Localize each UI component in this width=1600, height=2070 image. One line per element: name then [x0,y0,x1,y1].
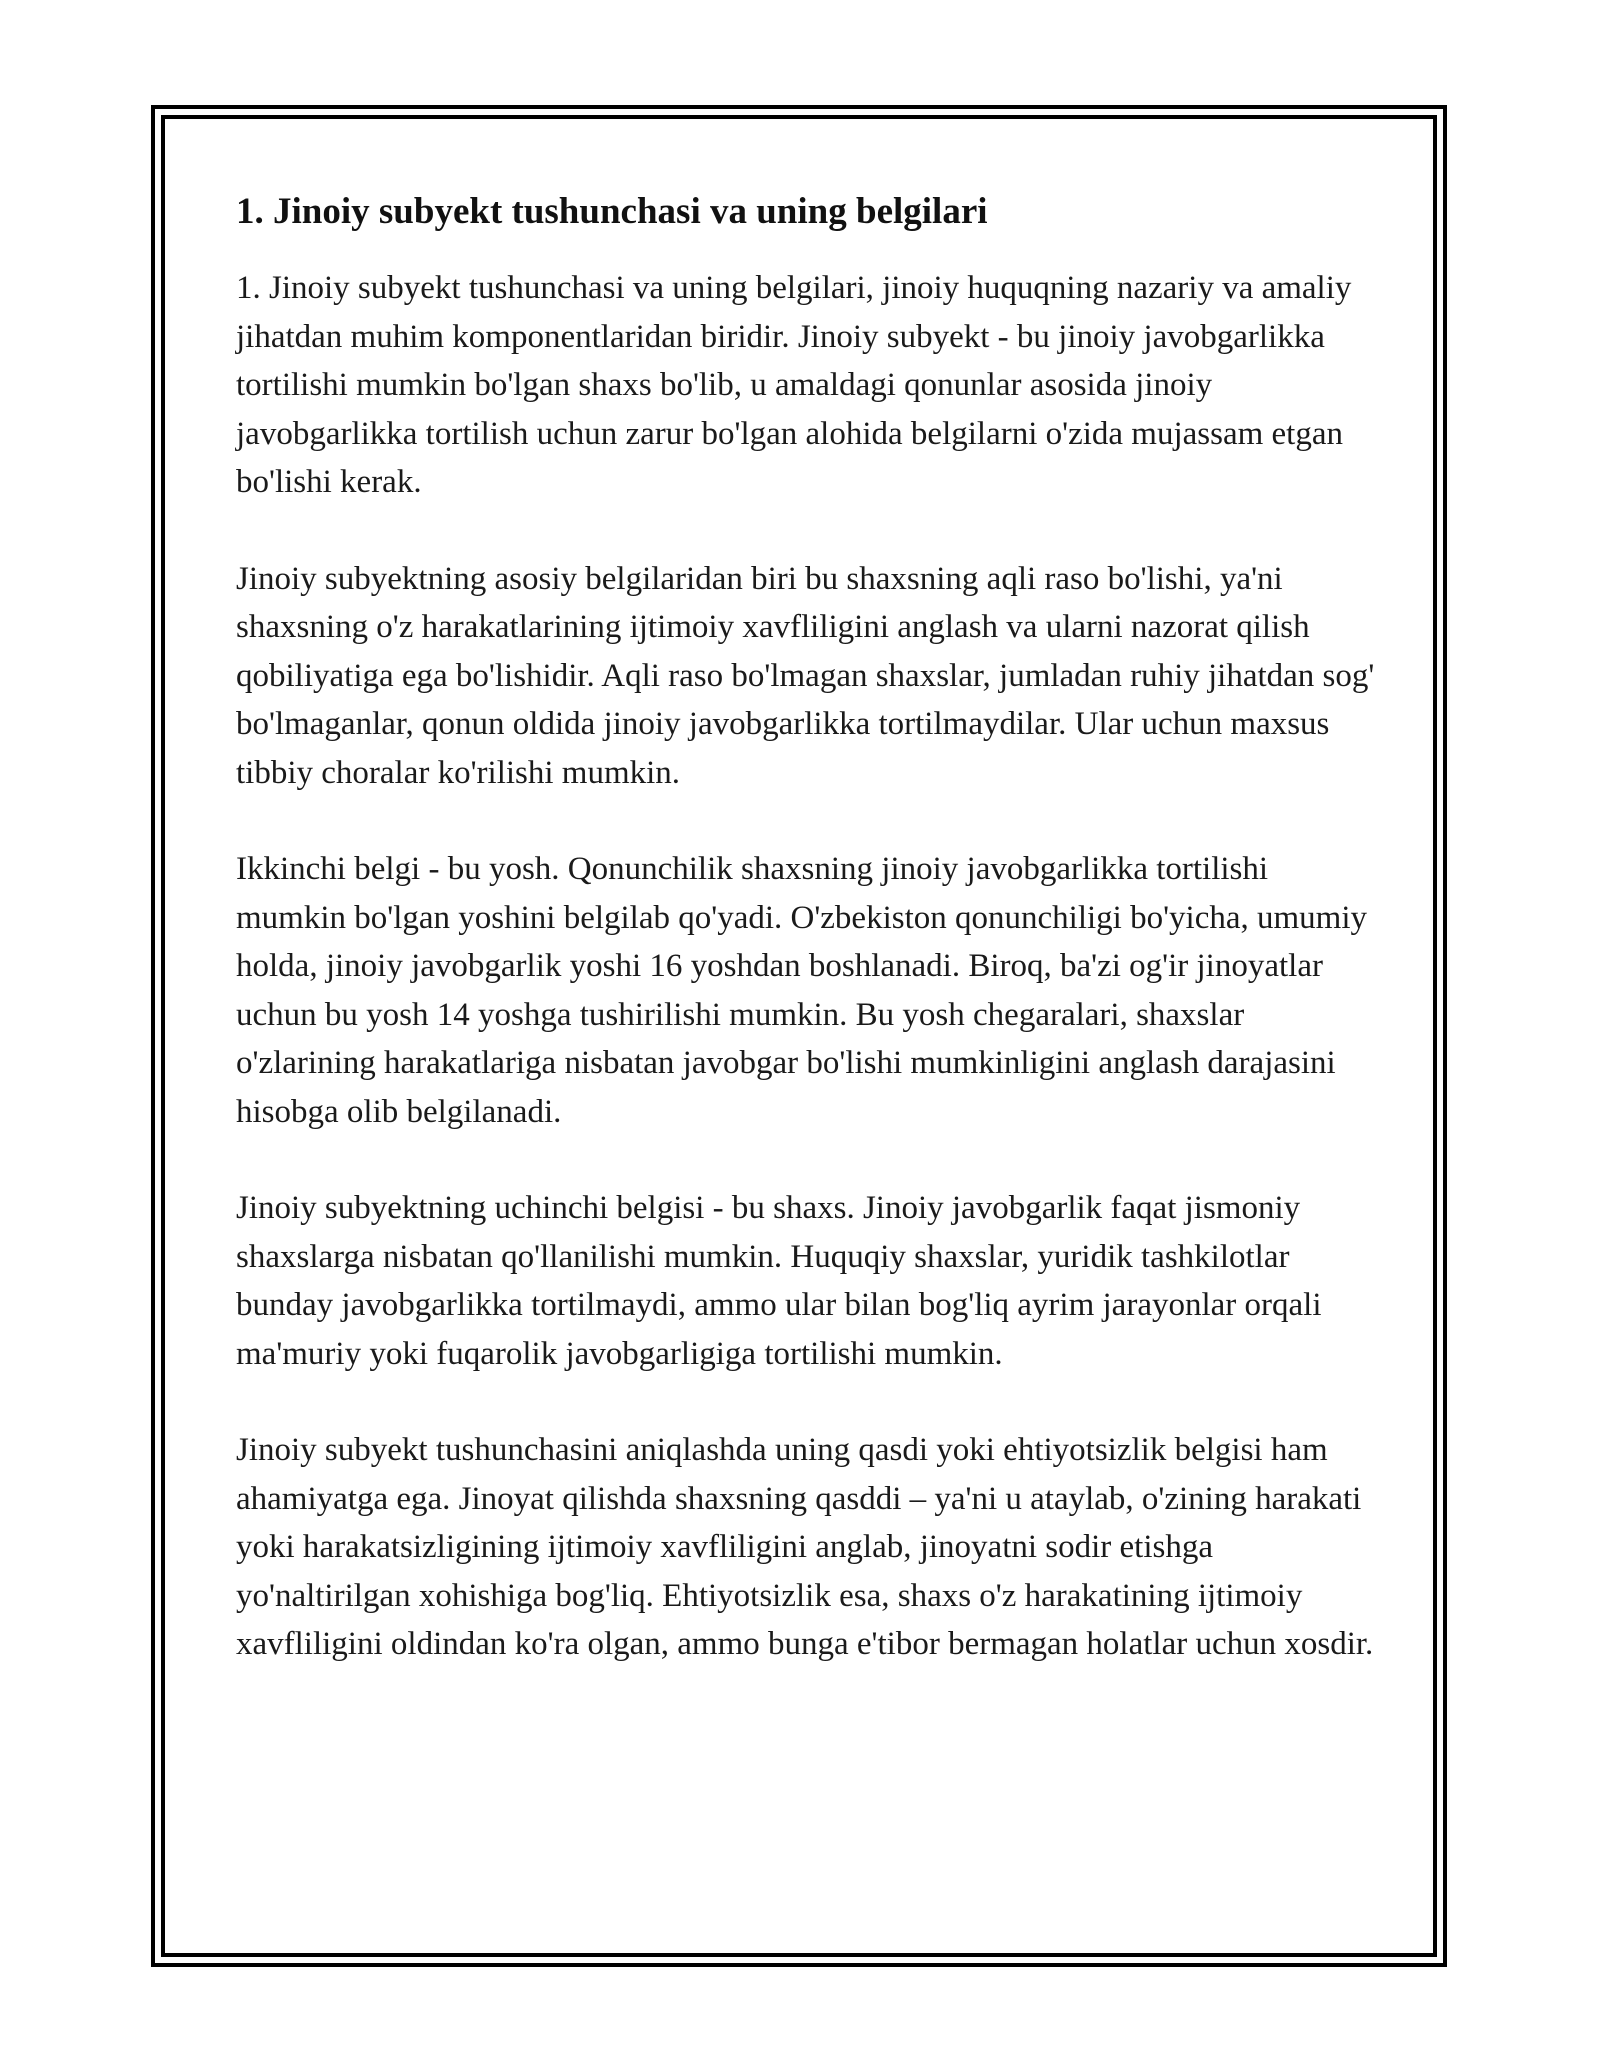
document-content [236,188,1376,1717]
paragraph-person: Jinoiy subyektning uchinchi belgisi - bu shaxs. Jinoiy javobgarlik faqat jismoniy shaxslarga nisbatan qo'llanilishi mumkin. Huquqiy shaxslar, yuridik tashkilotlar bunday javobgarlikka tortilmaydi, ammo ular bilan bog'liq ayrim jarayonlar orqali ma'muriy yoki fuqarolik javobgarligiga tortilishi mumkin. [236,1190,1322,1372]
document-title: 1. Jinoiy subyekt tushunchasi va uning belgilari [236,191,988,232]
paragraph-age: Ikkinchi belgi - bu yosh. Qonunchilik shaxsning jinoiy javobgarlikka tortilishi mumkin bo'lgan yoshini belgilab qo'yadi. O'zbekiston qonunchiligi bo'yicha, umumiy holda, jinoiy javobgarlik yoshi 16 yoshdan boshlanadi. Biroq, ba'zi og'ir jinoyatlar uchun bu yosh 14 yoshga tushirilishi mumkin. Bu yosh chegaralari, shaxslar o'zlarining harakatlariga nisbatan javobgar bo'lishi mumkinligini anglash darajasini hisobga olib belgilanadi. [236,851,1367,1130]
paragraph-intent: Jinoiy subyekt tushunchasini aniqlashda uning qasdi yoki ehtiyotsizlik belgisi ham ahamiyatga ega. Jinoyat qilishda shaxsning qasddi – ya'ni u ataylab, o'zining harakati yoki harakatsizligining ijtimoiy xavfliligini anglab, jinoyatni sodir etishga yo'naltirilgan xohishiga bog'liq. Ehtiyotsizlik esa, shaxs o'z harakatining ijtimoiy xavfliligini oldindan ko'ra olgan, ammo bunga e'tibor bermagan holatlar uchun xosdir. [236,1432,1374,1662]
paragraph-sanity: Jinoiy subyektning asosiy belgilaridan biri bu shaxsning aqli raso bo'lishi, ya'ni shaxsning o'z harakatlarining ijtimoiy xavfliligini anglash va ularni nazorat qilish qobiliyatiga ega bo'lishidir. Aqli raso bo'lmagan shaxslar, jumladan ruhiy jihatdan sog' bo'lmaganlar, qonun oldida jinoiy javobgarlikka tortilmaydilar. Ular uchun maxsus tibbiy choralar ko'rilishi mumkin. [236,560,1375,791]
paragraph-intro: 1. Jinoiy subyekt tushunchasi va uning belgilari, jinoiy huquqning nazariy va amaliy jihatdan muhim komponentlaridan biridir. Jinoiy subyekt - bu jinoiy javobgarlikka tortilishi mumkin bo'lgan shaxs bo'lib, u amaldagi qonunlar asosida jinoiy javobgarlikka tortilish uchun zarur bo'lgan alohida belgilarni o'zida mujassam etgan bo'lishi kerak. [236,270,1352,500]
